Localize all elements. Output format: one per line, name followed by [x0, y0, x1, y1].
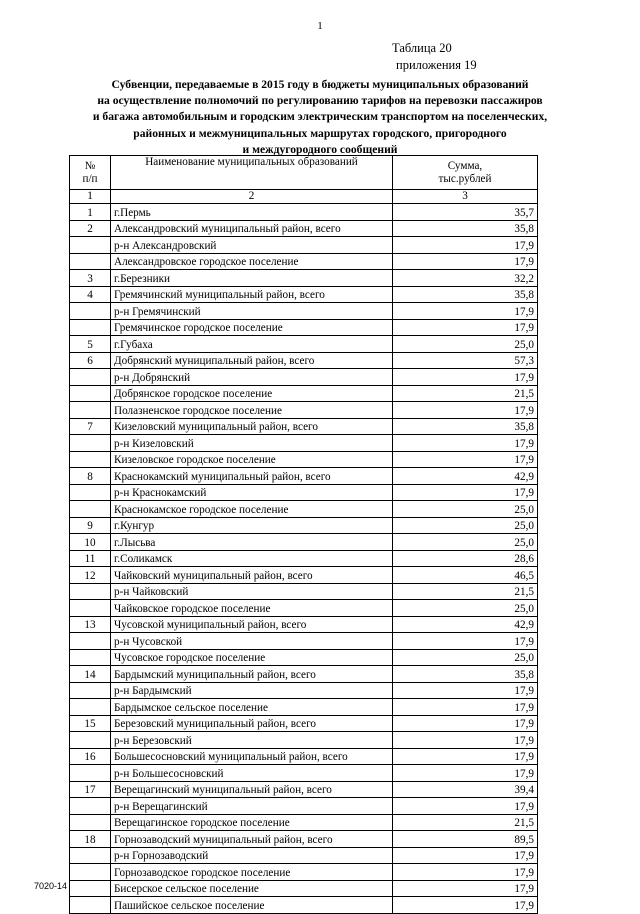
row-number — [70, 237, 111, 254]
row-sum: 17,9 — [393, 303, 538, 320]
row-number — [70, 253, 111, 270]
table-row — [70, 567, 538, 584]
municipality-name: Горнозаводское городское поселение — [111, 864, 393, 881]
municipality-name: Большесосновский муниципальный район, всего — [111, 748, 393, 765]
header-number — [70, 156, 111, 190]
table-row — [70, 864, 538, 881]
row-number: 15 — [70, 715, 111, 732]
header-name: Наименование муниципальных образований — [111, 156, 393, 190]
row-number — [70, 385, 111, 402]
footer-code: 7020-14 — [34, 881, 68, 891]
municipality-name: Березовский муниципальный район, всего — [111, 715, 393, 732]
municipality-name: р-н Александровский — [111, 237, 393, 254]
row-number: 9 — [70, 517, 111, 534]
table-row — [70, 798, 538, 815]
row-sum: 17,9 — [393, 253, 538, 270]
table-row — [70, 550, 538, 567]
table-row — [70, 781, 538, 798]
row-number: 8 — [70, 468, 111, 485]
row-sum: 17,9 — [393, 319, 538, 336]
row-sum: 17,9 — [393, 765, 538, 782]
row-number — [70, 583, 111, 600]
title-line: Субвенции, передаваемые в 2015 году в бюджеты муниципальных образований — [111, 78, 529, 91]
row-sum: 57,3 — [393, 352, 538, 369]
table-row — [70, 319, 538, 336]
row-sum: 35,8 — [393, 666, 538, 683]
row-number — [70, 303, 111, 320]
table-row — [70, 583, 538, 600]
row-number: 10 — [70, 534, 111, 551]
municipality-name: р-н Гремячинский — [111, 303, 393, 320]
row-number — [70, 369, 111, 386]
municipality-name: г.Березники — [111, 270, 393, 287]
row-sum: 25,0 — [393, 600, 538, 617]
table-row — [70, 468, 538, 485]
row-sum: 21,5 — [393, 385, 538, 402]
table-row — [70, 666, 538, 683]
row-sum: 42,9 — [393, 616, 538, 633]
municipality-name: Кизеловское городское поселение — [111, 451, 393, 468]
row-sum: 17,9 — [393, 847, 538, 864]
row-number — [70, 814, 111, 831]
row-number — [70, 682, 111, 699]
table-row — [70, 451, 538, 468]
row-sum: 42,9 — [393, 468, 538, 485]
row-number: 6 — [70, 352, 111, 369]
row-number — [70, 484, 111, 501]
row-number — [70, 435, 111, 452]
municipality-name: р-н Верещагинский — [111, 798, 393, 815]
municipality-name: г.Пермь — [111, 204, 393, 221]
row-number: 4 — [70, 286, 111, 303]
row-sum: 21,5 — [393, 583, 538, 600]
row-sum: 25,0 — [393, 336, 538, 353]
row-number — [70, 451, 111, 468]
row-sum: 17,9 — [393, 880, 538, 897]
table-row — [70, 765, 538, 782]
municipality-name: г.Лысьва — [111, 534, 393, 551]
table-caption-appendix: приложения 19 — [396, 58, 477, 72]
table-row — [70, 237, 538, 254]
row-sum: 17,9 — [393, 732, 538, 749]
row-sum: 32,2 — [393, 270, 538, 287]
table-row — [70, 616, 538, 633]
row-number — [70, 633, 111, 650]
table-row — [70, 517, 538, 534]
row-number — [70, 765, 111, 782]
table-row — [70, 369, 538, 386]
row-sum: 17,9 — [393, 748, 538, 765]
header-sum-unit: тыс.рублей — [438, 172, 492, 185]
row-number: 11 — [70, 550, 111, 567]
row-sum: 25,0 — [393, 649, 538, 666]
municipality-name: Гремячинское городское поселение — [111, 319, 393, 336]
header-number-symbol: № — [84, 159, 96, 172]
row-sum: 21,5 — [393, 814, 538, 831]
table-row — [70, 418, 538, 435]
table-row — [70, 253, 538, 270]
table-row — [70, 732, 538, 749]
table-row — [70, 270, 538, 287]
table-row — [70, 715, 538, 732]
municipality-name: Краснокамское городское поселение — [111, 501, 393, 518]
municipality-name: Гремячинский муниципальный район, всего — [111, 286, 393, 303]
table-row — [70, 286, 538, 303]
table-row — [70, 649, 538, 666]
row-number — [70, 847, 111, 864]
row-sum: 25,0 — [393, 517, 538, 534]
row-sum: 17,9 — [393, 369, 538, 386]
row-sum: 46,5 — [393, 567, 538, 584]
row-number: 5 — [70, 336, 111, 353]
row-sum: 17,9 — [393, 715, 538, 732]
row-sum: 35,8 — [393, 418, 538, 435]
table-row — [70, 385, 538, 402]
title-line: на осуществление полномочий по регулированию тарифов на перевозки пассажиров — [97, 94, 543, 108]
column-number: 1 — [70, 190, 111, 204]
municipality-name: Бисерское сельское поселение — [111, 880, 393, 897]
table-row — [70, 501, 538, 518]
municipality-name: Бардымское сельское поселение — [111, 699, 393, 716]
row-sum: 17,9 — [393, 484, 538, 501]
row-sum: 17,9 — [393, 897, 538, 914]
row-number: 1 — [70, 204, 111, 221]
row-number: 3 — [70, 270, 111, 287]
row-sum: 17,9 — [393, 451, 538, 468]
row-number: 12 — [70, 567, 111, 584]
table-row — [70, 699, 538, 716]
row-sum: 17,9 — [393, 699, 538, 716]
row-number — [70, 880, 111, 897]
table-row — [70, 831, 538, 848]
table-row — [70, 847, 538, 864]
municipality-name: р-н Добрянский — [111, 369, 393, 386]
column-numbers-row — [70, 190, 538, 204]
municipality-name: Чайковский муниципальный район, всего — [111, 567, 393, 584]
municipality-name: г.Кунгур — [111, 517, 393, 534]
municipality-name: р-н Чусовской — [111, 633, 393, 650]
row-sum: 17,9 — [393, 402, 538, 419]
municipality-name: Чайковское городское поселение — [111, 600, 393, 617]
municipality-name: Горнозаводский муниципальный район, всего — [111, 831, 393, 848]
row-number: 16 — [70, 748, 111, 765]
row-sum: 25,0 — [393, 501, 538, 518]
header-number-abbr: п/п — [82, 172, 98, 185]
table-row — [70, 220, 538, 237]
table-header-row — [70, 156, 538, 190]
row-sum: 17,9 — [393, 864, 538, 881]
row-number — [70, 699, 111, 716]
row-number — [70, 864, 111, 881]
municipality-name: г.Соликамск — [111, 550, 393, 567]
row-sum: 35,7 — [393, 204, 538, 221]
municipality-name: Верещагинский муниципальный район, всего — [111, 781, 393, 798]
table-row — [70, 402, 538, 419]
municipality-name: р-н Березовский — [111, 732, 393, 749]
row-number: 18 — [70, 831, 111, 848]
municipality-name: р-н Большесосновский — [111, 765, 393, 782]
header-sum-label: Сумма, — [447, 159, 483, 172]
column-number: 3 — [393, 190, 538, 204]
table-row — [70, 352, 538, 369]
row-number: 2 — [70, 220, 111, 237]
title-line: и междугородного сообщений — [242, 142, 398, 156]
row-number: 7 — [70, 418, 111, 435]
municipality-name: р-н Горнозаводский — [111, 847, 393, 864]
municipality-name: Бардымский муниципальный район, всего — [111, 666, 393, 683]
title-line: районных и межмуниципальных маршрутах городского, пригородного — [133, 126, 507, 140]
table-row — [70, 682, 538, 699]
municipality-name: р-н Чайковский — [111, 583, 393, 600]
table-row — [70, 336, 538, 353]
row-number — [70, 649, 111, 666]
table-row — [70, 204, 538, 221]
row-number: 17 — [70, 781, 111, 798]
row-number — [70, 798, 111, 815]
municipality-name: Александровский муниципальный район, всего — [111, 220, 393, 237]
title-line: и багажа автомобильным и городским электрическим транспортом на поселенческих, — [92, 110, 548, 124]
row-sum: 35,8 — [393, 286, 538, 303]
row-number: 13 — [70, 616, 111, 633]
subsidies-table — [69, 155, 538, 914]
row-sum: 39,4 — [393, 781, 538, 798]
table-row — [70, 748, 538, 765]
row-sum: 17,9 — [393, 633, 538, 650]
document-title — [40, 77, 600, 158]
table-row — [70, 814, 538, 831]
municipality-name: Кизеловский муниципальный район, всего — [111, 418, 393, 435]
row-number — [70, 501, 111, 518]
municipality-name: Добрянский муниципальный район, всего — [111, 352, 393, 369]
table-caption-number: Таблица 20 — [392, 41, 452, 55]
table-row — [70, 534, 538, 551]
municipality-name: Краснокамский муниципальный район, всего — [111, 468, 393, 485]
table-row — [70, 484, 538, 501]
municipality-name: р-н Кизеловский — [111, 435, 393, 452]
row-sum: 17,9 — [393, 435, 538, 452]
row-sum: 17,9 — [393, 798, 538, 815]
municipality-name: г.Губаха — [111, 336, 393, 353]
municipality-name: Пашийское сельское поселение — [111, 897, 393, 914]
table-row — [70, 600, 538, 617]
page-number: 1 — [317, 20, 323, 32]
row-sum: 89,5 — [393, 831, 538, 848]
column-number: 2 — [111, 190, 393, 204]
municipality-name: Добрянское городское поселение — [111, 385, 393, 402]
municipality-name: Чусовской муниципальный район, всего — [111, 616, 393, 633]
row-number — [70, 402, 111, 419]
row-sum: 35,8 — [393, 220, 538, 237]
municipality-name: Александровское городское поселение — [111, 253, 393, 270]
table-row — [70, 880, 538, 897]
row-sum: 17,9 — [393, 237, 538, 254]
table-row — [70, 303, 538, 320]
table-row — [70, 633, 538, 650]
table-row — [70, 435, 538, 452]
row-sum: 28,6 — [393, 550, 538, 567]
row-number — [70, 732, 111, 749]
municipality-name: Полазненское городское поселение — [111, 402, 393, 419]
header-sum — [393, 156, 538, 190]
row-number: 14 — [70, 666, 111, 683]
row-sum: 17,9 — [393, 682, 538, 699]
municipality-name: р-н Бардымский — [111, 682, 393, 699]
municipality-name: Чусовское городское поселение — [111, 649, 393, 666]
row-sum: 25,0 — [393, 534, 538, 551]
row-number — [70, 600, 111, 617]
row-number — [70, 319, 111, 336]
municipality-name: р-н Краснокамский — [111, 484, 393, 501]
municipality-name: Верещагинское городское поселение — [111, 814, 393, 831]
